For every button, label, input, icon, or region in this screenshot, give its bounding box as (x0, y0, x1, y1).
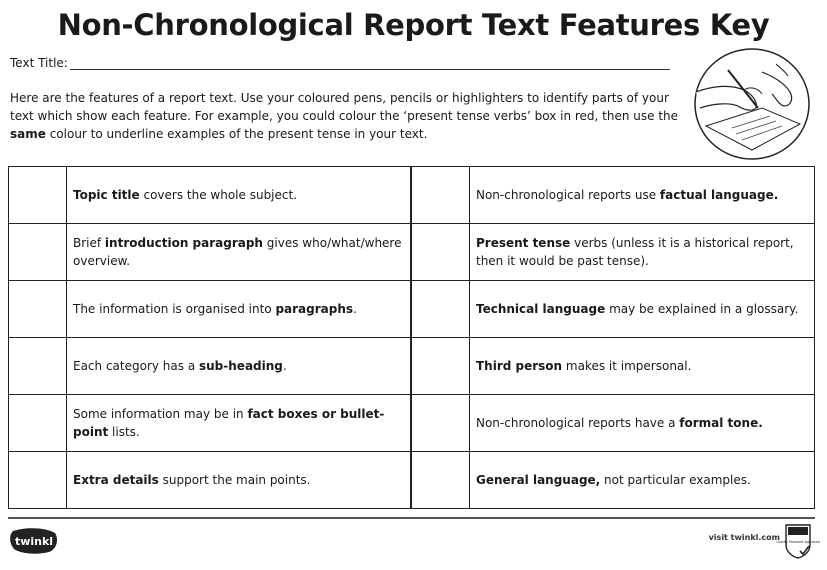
colour-box[interactable] (411, 167, 469, 224)
table-row (9, 224, 815, 281)
footer-divider (8, 517, 815, 519)
text-title-label: Text Title: (10, 56, 68, 70)
badge-text: Quality Standard Approved (776, 540, 820, 544)
feature-cell: Each category has a sub-heading. (67, 338, 412, 395)
table-row (9, 167, 815, 224)
intro-text-1: Here are the features of a report text. Use your coloured pens, pencils or highlighters to identify parts of your text which show each feature. For example, you could colour the ‘present tense verbs’ box in red, then use the (10, 91, 679, 123)
colour-box[interactable] (9, 281, 67, 338)
intro-paragraph (10, 89, 690, 143)
colour-box[interactable] (9, 395, 67, 452)
page-title: Non-Chronological Report Text Features Key (57, 8, 770, 42)
twinkl-logo (9, 527, 59, 555)
logo-text: twinkl (14, 535, 54, 548)
writing-hand-illustration (692, 46, 812, 162)
feature-cell: Topic title covers the whole subject. (67, 167, 412, 224)
feature-cell: Technical language may be explained in a glossary. (469, 281, 814, 338)
feature-cell: Some information may be in fact boxes or bullet-point lists. (67, 395, 412, 452)
colour-box[interactable] (411, 281, 469, 338)
text-title-line[interactable] (70, 56, 670, 70)
table-row (9, 395, 815, 452)
feature-cell: Brief introduction paragraph gives who/what/where overview. (67, 224, 412, 281)
colour-box[interactable] (9, 338, 67, 395)
colour-box[interactable] (9, 452, 67, 509)
features-table (8, 166, 815, 509)
feature-cell: Third person makes it impersonal. (469, 338, 814, 395)
visit-link[interactable]: visit twinkl.com (708, 533, 780, 542)
intro-text-2: colour to underline examples of the present tense in your text. (45, 127, 428, 141)
text-title-field[interactable] (10, 52, 670, 70)
feature-cell: Non-chronological reports have a formal tone. (469, 395, 814, 452)
feature-cell: The information is organised into paragraphs. (67, 281, 412, 338)
colour-box[interactable] (411, 224, 469, 281)
feature-cell: Extra details support the main points. (67, 452, 412, 509)
colour-box[interactable] (411, 452, 469, 509)
colour-box[interactable] (9, 167, 67, 224)
colour-box[interactable] (411, 395, 469, 452)
table-row (9, 452, 815, 509)
feature-cell: General language, not particular examples. (469, 452, 814, 509)
table-row (9, 281, 815, 338)
quality-badge (776, 523, 820, 559)
feature-cell: Present tense verbs (unless it is a historical report, then it would be past tense). (469, 224, 814, 281)
colour-box[interactable] (411, 338, 469, 395)
feature-cell: Non-chronological reports use factual language. (469, 167, 814, 224)
table-row (9, 338, 815, 395)
intro-bold: same (10, 127, 46, 141)
colour-box[interactable] (9, 224, 67, 281)
